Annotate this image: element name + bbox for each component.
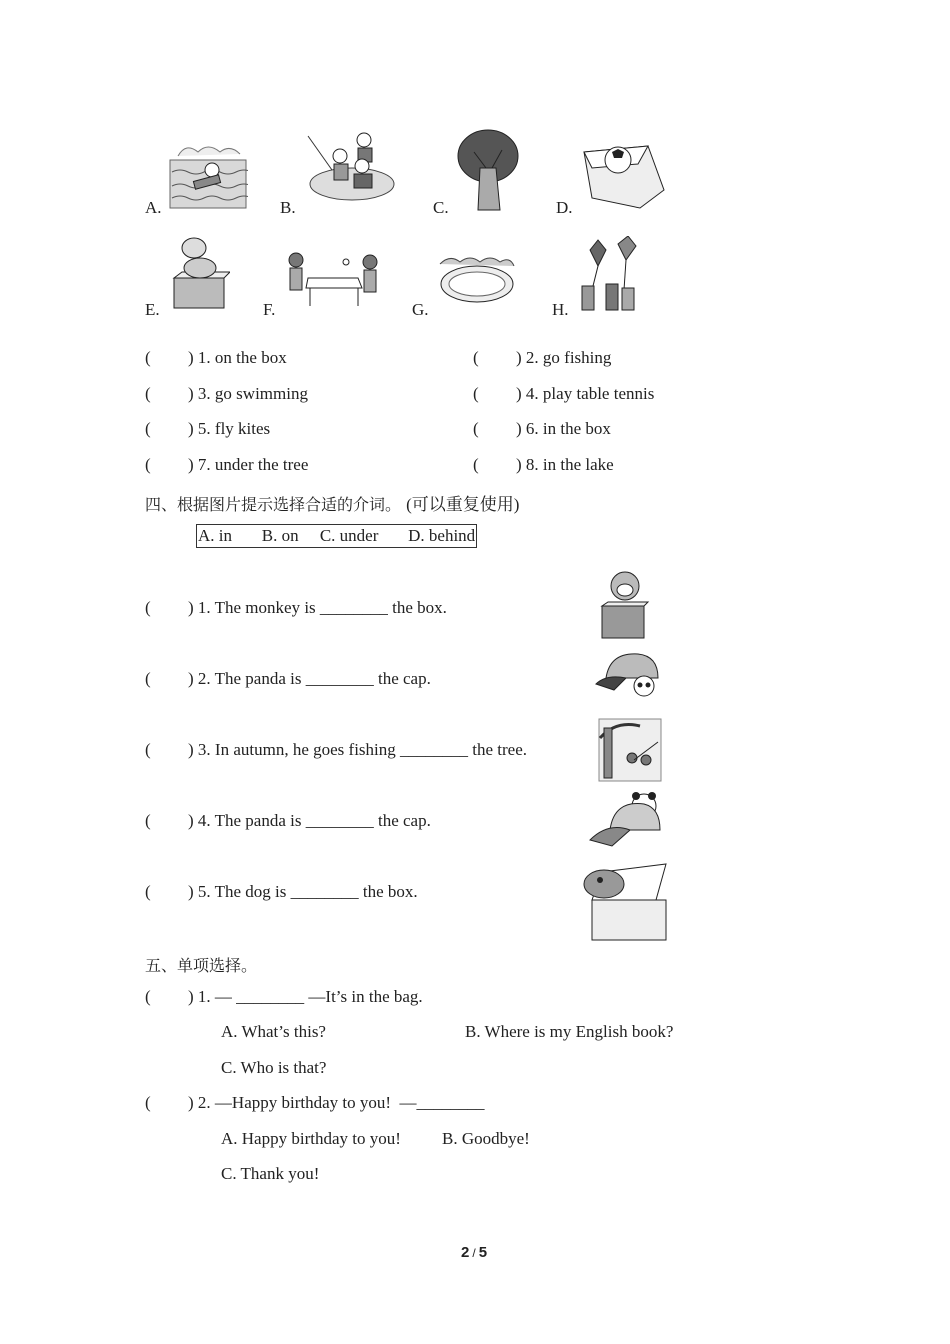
matching-item-8: ) 8. in the lake <box>516 455 614 474</box>
answer-blank-open[interactable]: ( <box>473 384 479 403</box>
matching-item-4: ) 4. play table tennis <box>516 384 655 403</box>
matching-item-5: ) 5. fly kites <box>188 419 271 438</box>
flying-kites-icon <box>576 236 640 312</box>
question-4-3: ) 3. In autumn, he goes fishing ________ the tree. <box>188 740 527 759</box>
dog-in-box-icon <box>574 860 670 944</box>
answer-blank-open[interactable]: ( <box>145 348 151 367</box>
ball-in-box-icon <box>578 142 668 210</box>
answer-blank-open[interactable]: ( <box>145 882 151 901</box>
section-heading-5: 五、单项选择。 <box>145 956 258 975</box>
pic-label-g: G. <box>412 300 429 319</box>
pic-label-e: E. <box>145 300 160 319</box>
answer-blank-open[interactable]: ( <box>145 1093 151 1112</box>
option-5-1-c[interactable]: C. Who is that? <box>221 1058 327 1077</box>
preposition-options-box: A. in B. on C. under D. behind <box>196 524 477 548</box>
pic-label-c: C. <box>433 198 449 217</box>
fishing-under-tree-icon <box>598 718 662 782</box>
pic-label-b: B. <box>280 198 296 217</box>
answer-blank-open[interactable]: ( <box>145 811 151 830</box>
question-4-5: ) 5. The dog is ________ the box. <box>188 882 418 901</box>
option-5-2-b[interactable]: B. Goodbye! <box>442 1129 530 1148</box>
matching-item-7: ) 7. under the tree <box>188 455 309 474</box>
pic-label-d: D. <box>556 198 573 217</box>
section-heading-4: 四、根据图片提示选择合适的介词。 (可以重复使用) <box>145 495 520 514</box>
question-5-1-stem: ) 1. — ________ —It’s in the bag. <box>188 987 423 1006</box>
panda-under-cap-icon <box>592 650 662 704</box>
answer-blank-open[interactable]: ( <box>145 419 151 438</box>
lake-icon <box>436 250 518 310</box>
option-5-1-b[interactable]: B. Where is my English book? <box>465 1022 674 1041</box>
panda-behind-cap-icon <box>588 792 664 850</box>
answer-blank-open[interactable]: ( <box>145 598 151 617</box>
monkey-in-box-icon <box>598 568 652 640</box>
pic-label-a: A. <box>145 198 162 217</box>
pic-label-f: F. <box>263 300 276 319</box>
option-5-2-c[interactable]: C. Thank you! <box>221 1164 320 1183</box>
answer-blank-open[interactable]: ( <box>473 348 479 367</box>
question-4-4: ) 4. The panda is ________ the cap. <box>188 811 431 830</box>
answer-blank-open[interactable]: ( <box>145 455 151 474</box>
pic-label-h: H. <box>552 300 569 319</box>
fishing-kids-icon <box>304 126 396 210</box>
page-number: 2 / 5 <box>461 1244 488 1261</box>
matching-item-2: ) 2. go fishing <box>516 348 612 367</box>
answer-blank-open[interactable]: ( <box>145 987 151 1006</box>
question-5-2-stem: ) 2. —Happy birthday to you! —________ <box>188 1093 485 1112</box>
question-4-2: ) 2. The panda is ________ the cap. <box>188 669 431 688</box>
swimming-boy-icon <box>168 138 248 210</box>
answer-blank-open[interactable]: ( <box>473 455 479 474</box>
matching-item-1: ) 1. on the box <box>188 348 287 367</box>
matching-item-3: ) 3. go swimming <box>188 384 308 403</box>
tree-icon <box>456 128 520 212</box>
answer-blank-open[interactable]: ( <box>145 669 151 688</box>
answer-blank-open[interactable]: ( <box>473 419 479 438</box>
matching-item-6: ) 6. in the box <box>516 419 611 438</box>
answer-blank-open[interactable]: ( <box>145 384 151 403</box>
option-5-2-a[interactable]: A. Happy birthday to you! <box>221 1129 401 1148</box>
answer-blank-open[interactable]: ( <box>145 740 151 759</box>
table-tennis-icon <box>284 248 382 310</box>
dog-on-box-icon <box>168 234 230 312</box>
question-4-1: ) 1. The monkey is ________ the box. <box>188 598 447 617</box>
option-5-1-a[interactable]: A. What’s this? <box>221 1022 326 1041</box>
